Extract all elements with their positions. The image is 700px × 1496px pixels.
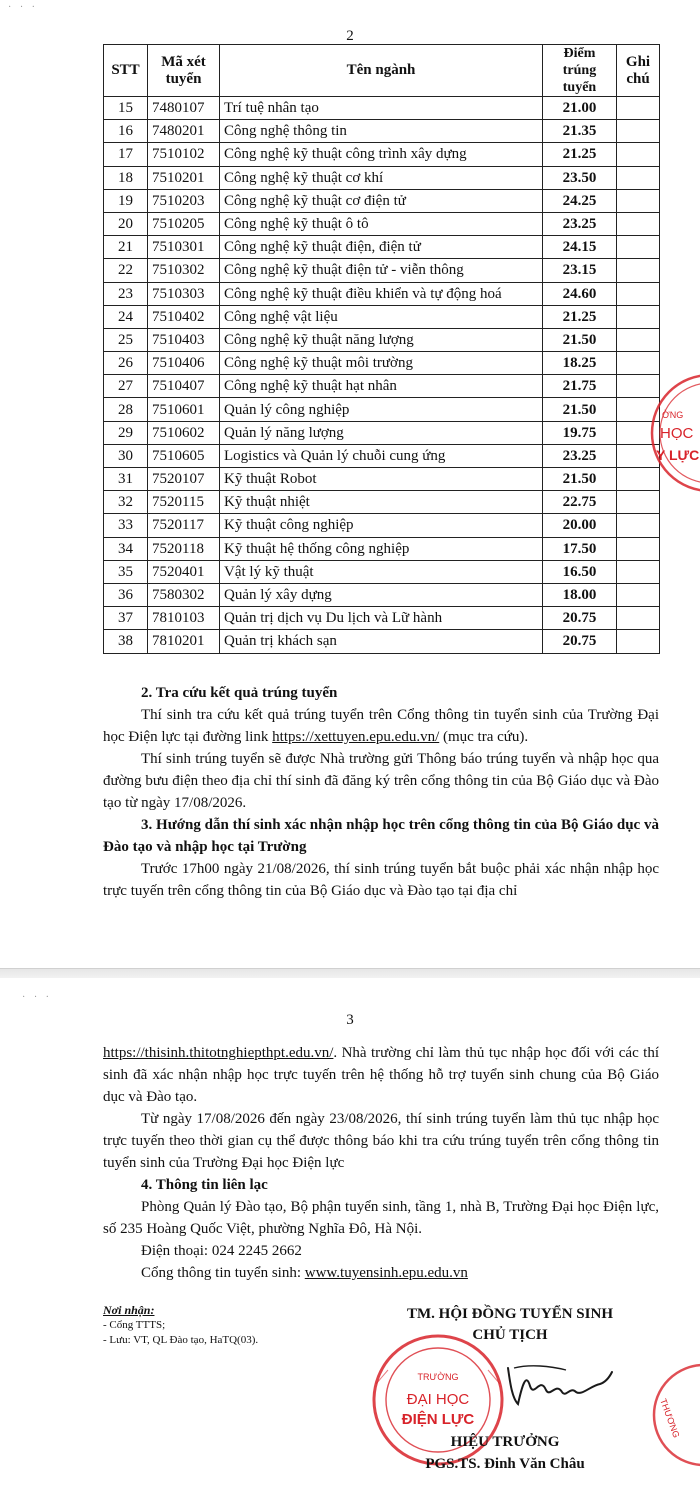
table-row: [104, 120, 660, 143]
major-name-cell: Kỹ thuật công nghiệp: [220, 514, 543, 537]
continuation-paragraph: https://thisinh.thitotnghiepthpt.edu.vn/. Nhà trường chỉ làm thủ tục nhập học đối với các thí sinh đã xác nhận nhập học trực tuyến trên hệ thống hỗ trợ tuyển sinh chung của Bộ Giáo dục và Đào tạo.: [103, 1045, 659, 1105]
score-cell: 21.50: [543, 468, 617, 491]
code-cell: 7580302: [148, 583, 220, 606]
major-name-cell: Công nghệ kỹ thuật điện, điện tử: [220, 236, 543, 259]
admission-score-table: [103, 44, 660, 654]
code-cell: 7510205: [148, 212, 220, 235]
signature-council: TM. HỘI ĐỒNG TUYỂN SINH: [406, 1306, 613, 1322]
stt-cell: 25: [104, 328, 148, 351]
major-name-cell: Công nghệ kỹ thuật năng lượng: [220, 328, 543, 351]
table-row: [104, 560, 660, 583]
code-cell: 7510406: [148, 352, 220, 375]
code-cell: 7510407: [148, 375, 220, 398]
note-cell: [617, 212, 660, 235]
score-cell: 21.25: [543, 305, 617, 328]
table-row: [104, 166, 660, 189]
code-cell: 7810103: [148, 607, 220, 630]
code-cell: 7510102: [148, 143, 220, 166]
stt-cell: 29: [104, 421, 148, 444]
table-row: [104, 421, 660, 444]
table-row: [104, 236, 660, 259]
score-cell: 20.75: [543, 607, 617, 630]
recipients-label: Nơi nhận:: [103, 1303, 155, 1317]
note-cell: [617, 282, 660, 305]
major-name-cell: Công nghệ kỹ thuật điều khiển và tự động hoá: [220, 282, 543, 305]
section-2-paragraph-2: Thí sinh trúng tuyển sẽ được Nhà trường gửi Thông báo trúng tuyển và nhập học qua đường bưu điện theo địa chỉ thí sinh đã đăng ký trên cổng thông tin của Bộ Giáo dục và Đào tạo từ ngày 17/08/2026.: [103, 751, 659, 811]
xettuyen-link[interactable]: https://xettuyen.epu.edu.vn/: [272, 729, 440, 745]
stt-cell: 38: [104, 630, 148, 653]
stt-cell: 15: [104, 97, 148, 120]
stt-cell: 16: [104, 120, 148, 143]
code-cell: 7510605: [148, 444, 220, 467]
table-row: [104, 282, 660, 305]
stamp-partial-icon: [640, 1360, 700, 1470]
code-cell: 7510301: [148, 236, 220, 259]
stt-cell: 32: [104, 491, 148, 514]
stt-cell: 31: [104, 468, 148, 491]
score-cell: 21.25: [543, 143, 617, 166]
stt-cell: 34: [104, 537, 148, 560]
table-row: [104, 375, 660, 398]
page-number: 2: [346, 28, 354, 44]
section-3-heading: 3. Hướng dẫn thí sinh xác nhận nhập học trên cổng thông tin của Bộ Giáo dục và Đào tạo và nhập học tại Trường: [103, 817, 659, 855]
score-cell: 18.00: [543, 583, 617, 606]
stt-cell: 28: [104, 398, 148, 421]
score-cell: 21.35: [543, 120, 617, 143]
recipient-item: - Cổng TTTS;: [103, 1319, 166, 1331]
score-cell: 23.50: [543, 166, 617, 189]
note-cell: [617, 328, 660, 351]
table-header-row: [104, 45, 660, 97]
code-cell: 7480201: [148, 120, 220, 143]
major-name-cell: Quản lý năng lượng: [220, 421, 543, 444]
signature-title: HIỆU TRƯỞNG: [450, 1434, 560, 1450]
tuyensinh-link[interactable]: www.tuyensinh.epu.edu.vn: [304, 1265, 468, 1281]
major-name-cell: Công nghệ kỹ thuật cơ khí: [220, 166, 543, 189]
code-cell: 7520107: [148, 468, 220, 491]
stt-cell: 24: [104, 305, 148, 328]
score-cell: 23.25: [543, 212, 617, 235]
stt-cell: 23: [104, 282, 148, 305]
note-cell: [617, 514, 660, 537]
stamp-bottom-text: ĐIỆN LỰC: [401, 1411, 475, 1428]
score-cell: 21.75: [543, 375, 617, 398]
stamp-edge-text-2: HỌC: [660, 425, 694, 442]
score-cell: 21.50: [543, 398, 617, 421]
score-cell: 21.00: [543, 97, 617, 120]
stamp-top-text: TRƯỜNG: [417, 1372, 459, 1382]
stt-cell: 30: [104, 444, 148, 467]
online-enrollment-paragraph: Từ ngày 17/08/2026 đến ngày 23/08/2026, thí sinh trúng tuyển làm thủ tục nhập học trực tuyến theo thời gian cụ thể được thông báo khi tra cứu trúng tuyển trên cổng thông tin tuyển sinh của Trường Đại học Điện lực: [103, 1111, 659, 1171]
score-cell: 24.15: [543, 236, 617, 259]
major-name-cell: Kỹ thuật nhiệt: [220, 491, 543, 514]
table-row: [104, 491, 660, 514]
stt-cell: 22: [104, 259, 148, 282]
stt-cell: 27: [104, 375, 148, 398]
major-name-cell: Công nghệ kỹ thuật cơ điện tử: [220, 189, 543, 212]
table-row: [104, 352, 660, 375]
stt-cell: 35: [104, 560, 148, 583]
table-row: [104, 212, 660, 235]
table-row: [104, 537, 660, 560]
signature-name: PGS.TS. Đinh Văn Châu: [425, 1456, 585, 1472]
stt-cell: 19: [104, 189, 148, 212]
code-cell: 7510203: [148, 189, 220, 212]
major-name-cell: Vật lý kỹ thuật: [220, 560, 543, 583]
note-cell: [617, 560, 660, 583]
code-cell: 7520115: [148, 491, 220, 514]
note-cell: [617, 259, 660, 282]
stamp-edge-text-1: ỜNG: [662, 410, 684, 420]
score-cell: 16.50: [543, 560, 617, 583]
score-cell: 24.25: [543, 189, 617, 212]
thisinh-link[interactable]: https://thisinh.thitotnghiepthpt.edu.vn/: [103, 1045, 334, 1061]
note-cell: [617, 189, 660, 212]
section-2: [103, 682, 659, 902]
score-cell: 23.15: [543, 259, 617, 282]
table-row: [104, 583, 660, 606]
major-name-cell: Quản trị dịch vụ Du lịch và Lữ hành: [220, 607, 543, 630]
table-row: [104, 398, 660, 421]
stt-cell: 21: [104, 236, 148, 259]
header-note: Ghi chú: [617, 45, 660, 97]
note-cell: [617, 143, 660, 166]
contact-portal: Cổng thông tin tuyển sinh: www.tuyensinh.epu.edu.vn: [141, 1265, 468, 1281]
major-name-cell: Công nghệ kỹ thuật điện tử - viễn thông: [220, 259, 543, 282]
score-cell: 17.50: [543, 537, 617, 560]
score-cell: 23.25: [543, 444, 617, 467]
note-cell: [617, 607, 660, 630]
section-2-paragraph-1: Thí sinh tra cứu kết quả trúng tuyển trên Cổng thông tin tuyển sinh của Trường Đại học Điện lực tại đường link https://xettuyen.epu.edu.vn/ (mục tra cứu).: [103, 707, 659, 745]
scan-mark: · · ·: [8, 2, 38, 13]
score-cell: 21.50: [543, 328, 617, 351]
note-cell: [617, 236, 660, 259]
score-cell: 22.75: [543, 491, 617, 514]
recipients-block: [103, 1303, 363, 1348]
major-name-cell: Công nghệ vật liệu: [220, 305, 543, 328]
stt-cell: 26: [104, 352, 148, 375]
section-4-heading: 4. Thông tin liên lạc: [141, 1177, 268, 1193]
header-code: Mã xét tuyển: [148, 45, 220, 97]
header-score: Điểm trúng tuyển: [543, 45, 617, 97]
stt-cell: 20: [104, 212, 148, 235]
major-name-cell: Logistics và Quản lý chuỗi cung ứng: [220, 444, 543, 467]
score-cell: 20.75: [543, 630, 617, 653]
stt-cell: 36: [104, 583, 148, 606]
code-cell: 7520401: [148, 560, 220, 583]
note-cell: [617, 305, 660, 328]
code-cell: 7510201: [148, 166, 220, 189]
note-cell: [617, 97, 660, 120]
stt-cell: 18: [104, 166, 148, 189]
major-name-cell: Quản trị khách sạn: [220, 630, 543, 653]
code-cell: 7510303: [148, 282, 220, 305]
table-row: [104, 97, 660, 120]
header-name: Tên ngành: [220, 45, 543, 97]
major-name-cell: Công nghệ thông tin: [220, 120, 543, 143]
code-cell: 7510402: [148, 305, 220, 328]
page-number: 3: [346, 1012, 354, 1028]
section-2-heading: 2. Tra cứu kết quả trúng tuyển: [141, 685, 338, 701]
table-row: [104, 189, 660, 212]
stt-cell: 33: [104, 514, 148, 537]
stamp-mid-text: ĐẠI HỌC: [406, 1391, 470, 1408]
scan-mark: · · ·: [22, 992, 52, 1003]
major-name-cell: Quản lý công nghiệp: [220, 398, 543, 421]
note-cell: [617, 537, 660, 560]
table-row: [104, 143, 660, 166]
stamp-edge-icon: [640, 368, 700, 498]
score-cell: 20.00: [543, 514, 617, 537]
stamp-partial-text: THƯƠNG: [658, 1397, 682, 1440]
stt-cell: 37: [104, 607, 148, 630]
recipient-item: - Lưu: VT, QL Đào tạo, HaTQ(03).: [103, 1334, 259, 1346]
major-name-cell: Công nghệ kỹ thuật hạt nhân: [220, 375, 543, 398]
code-cell: 7520118: [148, 537, 220, 560]
handwritten-signature-icon: [500, 1346, 620, 1416]
major-name-cell: Quản lý xây dựng: [220, 583, 543, 606]
code-cell: 7510601: [148, 398, 220, 421]
code-cell: 7510602: [148, 421, 220, 444]
code-cell: 7480107: [148, 97, 220, 120]
table-row: [104, 328, 660, 351]
header-stt: STT: [104, 45, 148, 97]
table-row: [104, 444, 660, 467]
table-row: [104, 468, 660, 491]
code-cell: 7810201: [148, 630, 220, 653]
major-name-cell: Công nghệ kỹ thuật môi trường: [220, 352, 543, 375]
stamp-edge-text-3: Y LỰC: [656, 447, 700, 463]
score-cell: 24.60: [543, 282, 617, 305]
note-cell: [617, 166, 660, 189]
contact-address: Phòng Quản lý Đào tạo, Bộ phận tuyển sinh, tầng 1, nhà B, Trường Đại học Điện lực, số 235 Hoàng Quốc Việt, phường Nghĩa Đô, Hà Nội.: [103, 1199, 659, 1237]
signature-chair: CHỦ TỊCH: [472, 1327, 548, 1343]
stt-cell: 17: [104, 143, 148, 166]
code-cell: 7520117: [148, 514, 220, 537]
table-row: [104, 607, 660, 630]
table-row: [104, 305, 660, 328]
major-name-cell: Công nghệ kỹ thuật ô tô: [220, 212, 543, 235]
contact-phone: Điện thoại: 024 2245 2662: [141, 1243, 302, 1259]
table-row: [104, 259, 660, 282]
major-name-cell: Trí tuệ nhân tạo: [220, 97, 543, 120]
table-row: [104, 630, 660, 653]
note-cell: [617, 120, 660, 143]
page-3-body: [103, 1042, 659, 1284]
major-name-cell: Công nghệ kỹ thuật công trình xây dựng: [220, 143, 543, 166]
note-cell: [617, 583, 660, 606]
section-3-paragraph-1: Trước 17h00 ngày 21/08/2026, thí sinh trúng tuyển bắt buộc phải xác nhận nhập học trực tuyến trên cổng thông tin của Bộ Giáo dục và Đào tạo tại địa chỉ: [103, 861, 659, 899]
code-cell: 7510403: [148, 328, 220, 351]
major-name-cell: Kỹ thuật hệ thống công nghiệp: [220, 537, 543, 560]
code-cell: 7510302: [148, 259, 220, 282]
table-row: [104, 514, 660, 537]
score-cell: 19.75: [543, 421, 617, 444]
note-cell: [617, 630, 660, 653]
score-cell: 18.25: [543, 352, 617, 375]
major-name-cell: Kỹ thuật Robot: [220, 468, 543, 491]
